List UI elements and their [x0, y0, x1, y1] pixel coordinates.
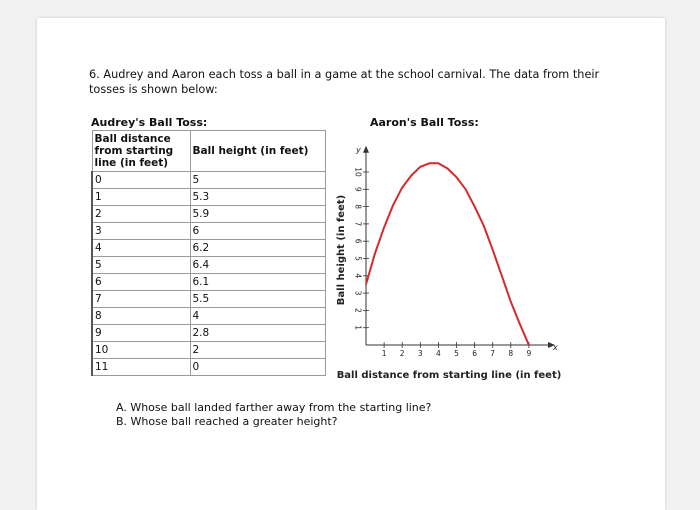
question-body: Audrey and Aaron each toss a ball in a game at the school carnival. The data from their tosses is shown below: [89, 68, 600, 96]
table-row [92, 291, 325, 308]
x-tick-label: 8 [508, 349, 514, 358]
prompt-b: B. Whose ball reached a greater height? [116, 415, 338, 428]
height-cell: 5.5 [190, 291, 325, 308]
x-tick-label: 7 [490, 349, 496, 358]
x-tick-label: 4 [436, 349, 441, 358]
x-tick-label: 9 [526, 349, 532, 358]
table-row [92, 342, 325, 359]
x-tick-label: 1 [381, 349, 387, 358]
x-axis-label: Ball distance from starting line (in feet) [336, 370, 562, 381]
y-axis-label: Ball height (in feet) [336, 194, 347, 306]
question-text [89, 67, 609, 97]
distance-cell: 11 [92, 359, 190, 376]
height-cell: 0 [190, 359, 325, 376]
distance-column-header [92, 131, 190, 172]
distance-cell: 6 [92, 274, 190, 291]
height-cell: 5 [190, 172, 325, 189]
height-cell: 5.3 [190, 189, 325, 206]
distance-cell: 3 [92, 223, 190, 240]
distance-cell: 5 [92, 257, 190, 274]
x-tick-label: 2 [399, 349, 405, 358]
height-cell: 5.9 [190, 206, 325, 223]
height-header-text: Ball height (in feet) [192, 145, 309, 157]
y-axis-arrow-icon [363, 146, 369, 153]
distance-header-text: Ball distance from starting line (in feet) [94, 133, 174, 169]
table-row [92, 172, 325, 189]
table-row [92, 189, 325, 206]
prompt-a: A. Whose ball landed farther away from the starting line? [116, 401, 432, 414]
table-row [92, 206, 325, 223]
table-row [92, 240, 325, 257]
audrey-title: Audrey's Ball Toss: [91, 116, 208, 129]
y-tick-label: 1 [353, 325, 363, 331]
y-tick-label: 10 [353, 167, 363, 177]
distance-cell: 2 [92, 206, 190, 223]
y-tick-label: 8 [353, 204, 363, 209]
prompt-list [116, 401, 431, 429]
aaron-title: Aaron's Ball Toss: [370, 116, 479, 129]
height-cell: 6.4 [190, 257, 325, 274]
trajectory-curve [366, 163, 529, 345]
x-tick-label: 5 [454, 349, 459, 358]
x-axis-name: x [553, 343, 558, 352]
height-cell: 2.8 [190, 325, 325, 342]
y-tick-label: 4 [353, 273, 363, 279]
distance-cell: 7 [92, 291, 190, 308]
distance-cell: 8 [92, 308, 190, 325]
y-axis-name: y [356, 145, 361, 155]
table-header-row [92, 131, 325, 172]
distance-cell: 0 [92, 172, 190, 189]
height-cell: 6.1 [190, 274, 325, 291]
table-row [92, 223, 325, 240]
height-cell: 2 [190, 342, 325, 359]
height-cell: 6.2 [190, 240, 325, 257]
table-row [92, 308, 325, 325]
height-column-header [190, 131, 325, 172]
table-row [92, 359, 325, 376]
y-tick-label: 5 [353, 256, 363, 261]
distance-cell: 10 [92, 342, 190, 359]
table-row [92, 325, 325, 342]
y-tick-label: 2 [353, 308, 363, 313]
x-tick-label: 6 [472, 349, 477, 358]
y-tick-label: 3 [353, 290, 363, 296]
x-tick-label: 3 [417, 349, 423, 358]
distance-cell: 1 [92, 189, 190, 206]
y-tick-label: 9 [353, 186, 363, 192]
distance-cell: 4 [92, 240, 190, 257]
audrey-data-table [91, 130, 326, 376]
y-tick-label: 7 [353, 221, 363, 227]
distance-cell: 9 [92, 325, 190, 342]
height-cell: 6 [190, 223, 325, 240]
question-number: 6. [89, 68, 100, 81]
table-row [92, 257, 325, 274]
y-tick-label: 6 [353, 238, 363, 244]
table-row [92, 274, 325, 291]
height-cell: 4 [190, 308, 325, 325]
aaron-graph [330, 140, 580, 385]
